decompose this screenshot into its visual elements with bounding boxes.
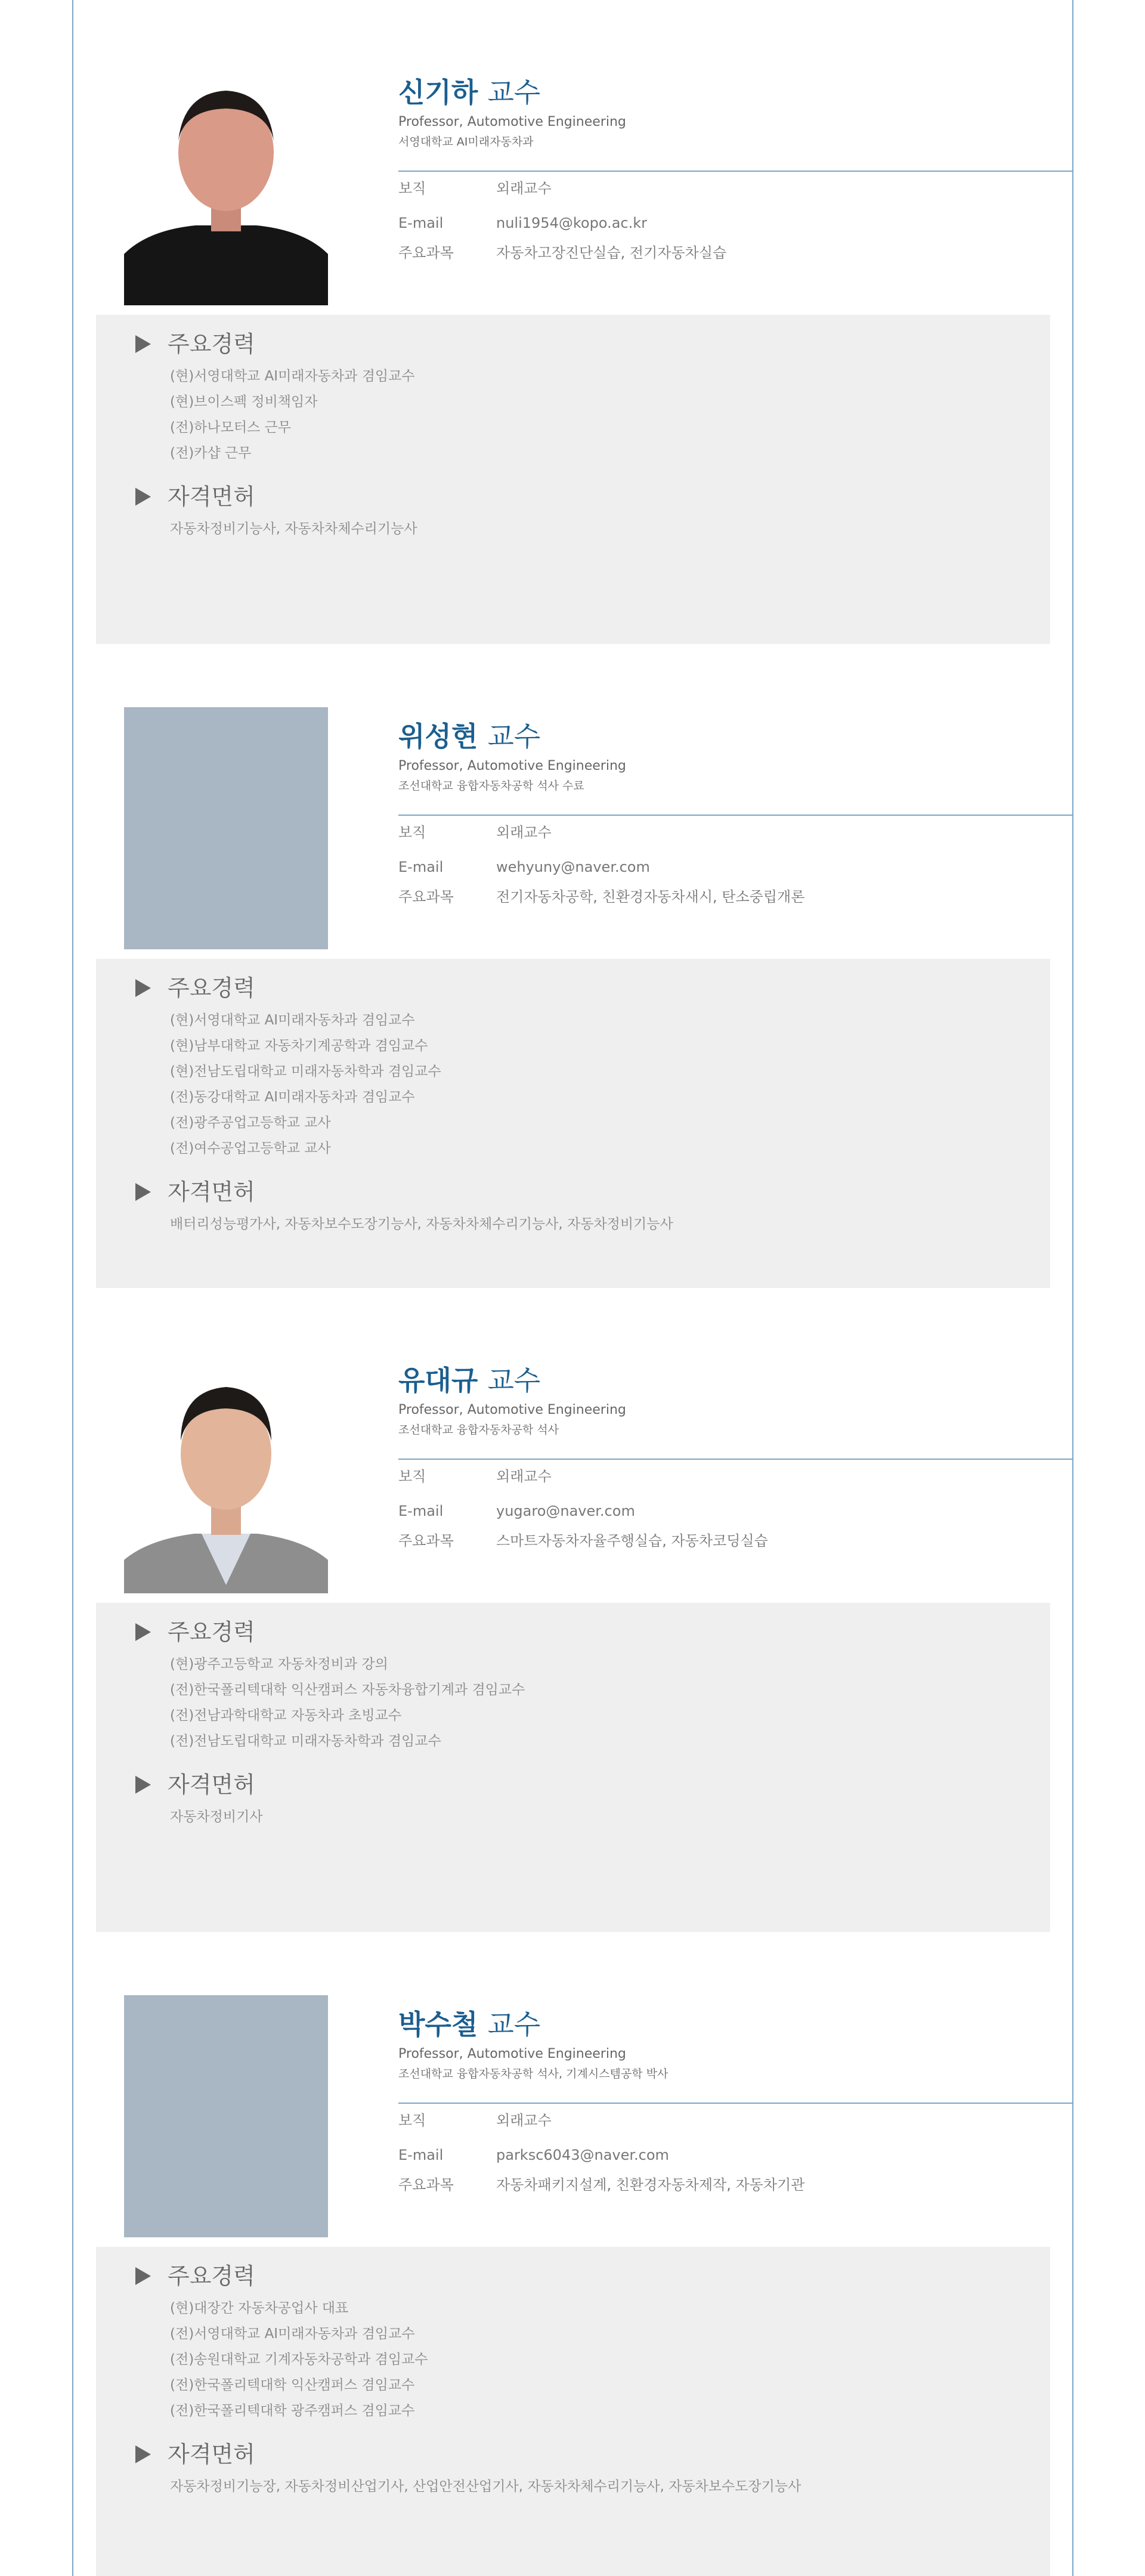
career-list <box>170 364 415 466</box>
triangle-bullet-icon <box>135 488 151 506</box>
professor-affiliation: 조선대학교 융합자동차공학 석사, 기계시스템공학 박사 <box>398 2067 669 2080</box>
career-item: (현)광주고등학교 자동차정비과 강의 <box>170 1657 388 1672</box>
career-heading <box>133 330 415 358</box>
professor-name: 유대규 <box>398 1364 478 1397</box>
license-section <box>133 483 417 542</box>
career-item: (전)여수공업고등학교 교사 <box>170 1141 331 1156</box>
position-value: 외래교수 <box>496 1468 552 1485</box>
triangle-bullet-icon <box>135 2445 151 2463</box>
position-label: 보직 <box>398 1468 426 1485</box>
career-heading <box>133 2262 428 2290</box>
license-text: 자동차정비기사 <box>170 1809 263 1825</box>
professor-department: Professor, Automotive Engineering <box>398 1402 626 1417</box>
email-value[interactable]: wehyuny@naver.com <box>496 859 650 875</box>
professor-header <box>398 2008 1072 2081</box>
frame-line-left <box>72 1288 73 1932</box>
position-label: 보직 <box>398 824 426 841</box>
career-item: (전)송원대학교 기계자동차공학과 겸임교수 <box>170 2352 428 2367</box>
email-value[interactable]: parksc6043@naver.com <box>496 2147 669 2163</box>
professor-title: 교수 <box>487 1364 541 1397</box>
triangle-bullet-icon <box>135 1183 151 1201</box>
license-section <box>133 1178 673 1237</box>
professor-title: 교수 <box>487 76 541 109</box>
header-divider <box>398 1459 1072 1460</box>
professor-card <box>0 0 1145 644</box>
career-section <box>133 1618 525 1754</box>
license-text: 자동차정비기능장, 자동차정비산업기사, 산업안전산업기사, 자동차차체수리기능사, 자동차보수도장기능사 <box>170 2479 802 2494</box>
career-panel <box>96 2247 1050 2576</box>
career-item: (전)광주공업고등학교 교사 <box>170 1115 331 1131</box>
professor-title: 교수 <box>487 720 541 753</box>
career-item: (전)한국폴리텍대학 익산캠퍼스 자동차융합기계과 겸임교수 <box>170 1682 525 1698</box>
subjects-value: 스마트자동차자율주행실습, 자동차코딩실습 <box>496 1532 768 1549</box>
position-label: 보직 <box>398 2112 426 2129</box>
position-value: 외래교수 <box>496 2112 552 2129</box>
professor-department: Professor, Automotive Engineering <box>398 758 626 773</box>
header-divider <box>398 171 1072 172</box>
email-label: E-mail <box>398 1503 444 1519</box>
career-item: (전)카샵 근무 <box>170 445 252 461</box>
professor-name-line <box>398 720 1072 753</box>
professor-name-line <box>398 1364 1072 1397</box>
professor-photo <box>124 63 328 305</box>
career-heading-text: 주요경력 <box>168 975 255 1001</box>
professor-photo <box>124 1351 328 1593</box>
license-heading-text: 자격면허 <box>168 2441 255 2467</box>
career-item: (현)서영대학교 AI미래자동차과 겸임교수 <box>170 369 415 384</box>
career-panel <box>96 1603 1050 1932</box>
professor-header <box>398 1364 1072 1437</box>
career-item: (전)하나모터스 근무 <box>170 420 292 435</box>
frame-line-left <box>72 1932 73 2576</box>
license-heading <box>133 2441 801 2468</box>
career-heading-text: 주요경력 <box>168 1619 255 1645</box>
career-item: (현)브이스펙 정비책임자 <box>170 394 318 410</box>
professor-card <box>0 1932 1145 2576</box>
subjects-value: 자동차고장진단실습, 전기자동차실습 <box>496 244 727 261</box>
triangle-bullet-icon <box>135 979 151 997</box>
professor-header <box>398 76 1072 149</box>
career-list <box>170 2296 428 2424</box>
career-item: (현)대장간 자동차공업사 대표 <box>170 2301 349 2316</box>
position-value: 외래교수 <box>496 824 552 841</box>
career-item: (전)서영대학교 AI미래자동차과 겸임교수 <box>170 2326 415 2342</box>
career-panel <box>96 315 1050 644</box>
license-section <box>133 2441 801 2500</box>
professor-name: 박수철 <box>398 2008 478 2041</box>
career-section <box>133 330 415 466</box>
frame-line-right <box>1072 1288 1073 1932</box>
career-item: (전)전남도립대학교 미래자동차학과 겸임교수 <box>170 1733 441 1749</box>
career-item: (전)전남과학대학교 자동차과 초빙교수 <box>170 1708 402 1723</box>
frame-line-right <box>1072 644 1073 1288</box>
frame-line-left <box>72 0 73 644</box>
career-panel <box>96 959 1050 1288</box>
email-value[interactable]: yugaro@naver.com <box>496 1503 635 1519</box>
subjects-label: 주요과목 <box>398 244 454 261</box>
email-label: E-mail <box>398 859 444 875</box>
career-section <box>133 2262 428 2424</box>
email-label: E-mail <box>398 2147 444 2163</box>
header-divider <box>398 815 1072 816</box>
professor-photo <box>124 1995 328 2237</box>
email-value[interactable]: nuli1954@kopo.ac.kr <box>496 215 647 231</box>
professor-affiliation: 조선대학교 융합자동차공학 석사 수료 <box>398 779 584 792</box>
career-item: (전)한국폴리텍대학 광주캠퍼스 겸임교수 <box>170 2403 415 2419</box>
license-heading <box>133 483 417 510</box>
career-item: (전)한국폴리텍대학 익산캠퍼스 겸임교수 <box>170 2377 415 2393</box>
career-list <box>170 1652 525 1754</box>
subjects-label: 주요과목 <box>398 2176 454 2193</box>
professor-name: 위성현 <box>398 720 478 753</box>
position-value: 외래교수 <box>496 180 552 197</box>
position-label: 보직 <box>398 180 426 197</box>
career-item: (현)서영대학교 AI미래자동차과 겸임교수 <box>170 1013 415 1028</box>
subjects-value: 전기자동차공학, 친환경자동차새시, 탄소중립개론 <box>496 888 805 905</box>
professor-name-line <box>398 76 1072 109</box>
professor-header <box>398 720 1072 793</box>
license-list <box>170 1804 263 1830</box>
license-list <box>170 516 417 542</box>
triangle-bullet-icon <box>135 2267 151 2285</box>
subjects-label: 주요과목 <box>398 1532 454 1549</box>
frame-line-right <box>1072 1932 1073 2576</box>
license-heading-text: 자격면허 <box>168 1179 255 1205</box>
license-heading-text: 자격면허 <box>168 1772 255 1798</box>
license-text: 자동차정비기능사, 자동차차체수리기능사 <box>170 521 417 537</box>
license-heading-text: 자격면허 <box>168 484 255 510</box>
professor-card <box>0 1288 1145 1932</box>
license-text: 배터리성능평가사, 자동차보수도장기능사, 자동차차체수리기능사, 자동차정비기능사 <box>170 1216 673 1232</box>
career-heading <box>133 974 441 1002</box>
career-heading <box>133 1618 525 1646</box>
professor-name-line <box>398 2008 1072 2041</box>
email-label: E-mail <box>398 215 444 231</box>
professor-department: Professor, Automotive Engineering <box>398 114 626 129</box>
career-item: (현)전남도립대학교 미래자동차학과 겸임교수 <box>170 1064 441 1079</box>
triangle-bullet-icon <box>135 1623 151 1641</box>
triangle-bullet-icon <box>135 335 151 353</box>
career-heading-text: 주요경력 <box>168 331 255 357</box>
triangle-bullet-icon <box>135 1776 151 1794</box>
professor-name: 신기하 <box>398 76 478 109</box>
career-list <box>170 1008 441 1162</box>
professor-photo <box>124 707 328 949</box>
professor-department: Professor, Automotive Engineering <box>398 2046 626 2061</box>
professor-card <box>0 644 1145 1288</box>
career-item: (전)동강대학교 AI미래자동차과 겸임교수 <box>170 1089 415 1105</box>
professor-affiliation: 서영대학교 AI미래자동차과 <box>398 135 534 148</box>
frame-line-right <box>1072 0 1073 644</box>
subjects-label: 주요과목 <box>398 888 454 905</box>
professor-affiliation: 조선대학교 융합자동차공학 석사 <box>398 1423 559 1436</box>
career-item: (현)남부대학교 자동차기계공학과 겸임교수 <box>170 1038 428 1054</box>
license-section <box>133 1771 263 1830</box>
subjects-value: 자동차패키지설계, 친환경자동차제작, 자동차기관 <box>496 2176 805 2193</box>
license-list <box>170 1212 673 1237</box>
career-section <box>133 974 441 1162</box>
professor-title: 교수 <box>487 2008 541 2041</box>
license-list <box>170 2474 801 2500</box>
license-heading <box>133 1771 263 1798</box>
career-heading-text: 주요경력 <box>168 2263 255 2289</box>
frame-line-left <box>72 644 73 1288</box>
license-heading <box>133 1178 673 1206</box>
header-divider <box>398 2103 1072 2104</box>
